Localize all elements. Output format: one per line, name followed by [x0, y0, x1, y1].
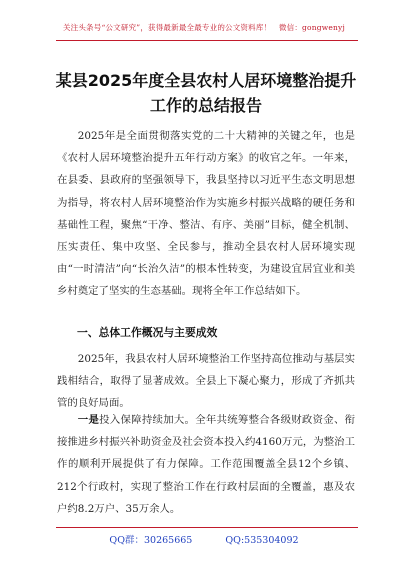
intro-paragraph: 2025年是全面贯彻落实党的二十大精神的关键之年，也是《农村人居环境整治提升五年行动方案》的收官之年。一年来，在县委、县政府的坚强领导下，我县坚持以习近平生态文明思想为指导，将农村人居环境整治作为实施乡村振兴战略的硬任务和基础性工程，聚焦“干净、整洁、有序、美丽”目标，健全机制、压实责任、集中攻坚、全民参与，推动全县农村人居环境实现由“一时清洁”向“长治久洁”的根本性转变，为建设宜居宜业和美乡村奠定了坚实的生态基础。现将全年工作总结如下。 — [57, 130, 355, 298]
footer-qq-group: QQ群：30265665 — [109, 535, 193, 546]
header-banner: 关注头条号“公文研究”，获得最新最全最专业的公文资料库！ 微信：gongwenyj — [62, 23, 346, 32]
footer-divider — [56, 527, 358, 528]
point-one-paragraph — [57, 409, 355, 520]
section-heading-1: 一、总体工作概况与主要成效 — [77, 326, 218, 339]
overview-paragraph: 2025年，我县农村人居环境整治工作坚持高位推动与基层实践相结合，取得了显著成效。全县上下凝心聚力，形成了齐抓共管的良好局面。 — [57, 353, 355, 410]
point-one-text: 投入保障持续加大。全年共统筹整合各级财政资金、衔接推进乡村振兴补助资金及社会资本投入约4160万元，为整治工作的顺利开展提供了有力保障。工作范围覆盖全县12个乡镇、212个行政村，实现了整治工作在行政村层面的全覆盖，惠及农户约8.2万户、35万余人。 — [57, 414, 356, 515]
footer-qq: QQ:535304092 — [225, 535, 299, 546]
footer-contact — [0, 532, 408, 546]
header-divider — [56, 40, 358, 41]
document-title: 某县2025年度全县农村人居环境整治提升工作的总结报告 — [55, 71, 357, 115]
point-one-lead: 一是 — [77, 414, 100, 426]
